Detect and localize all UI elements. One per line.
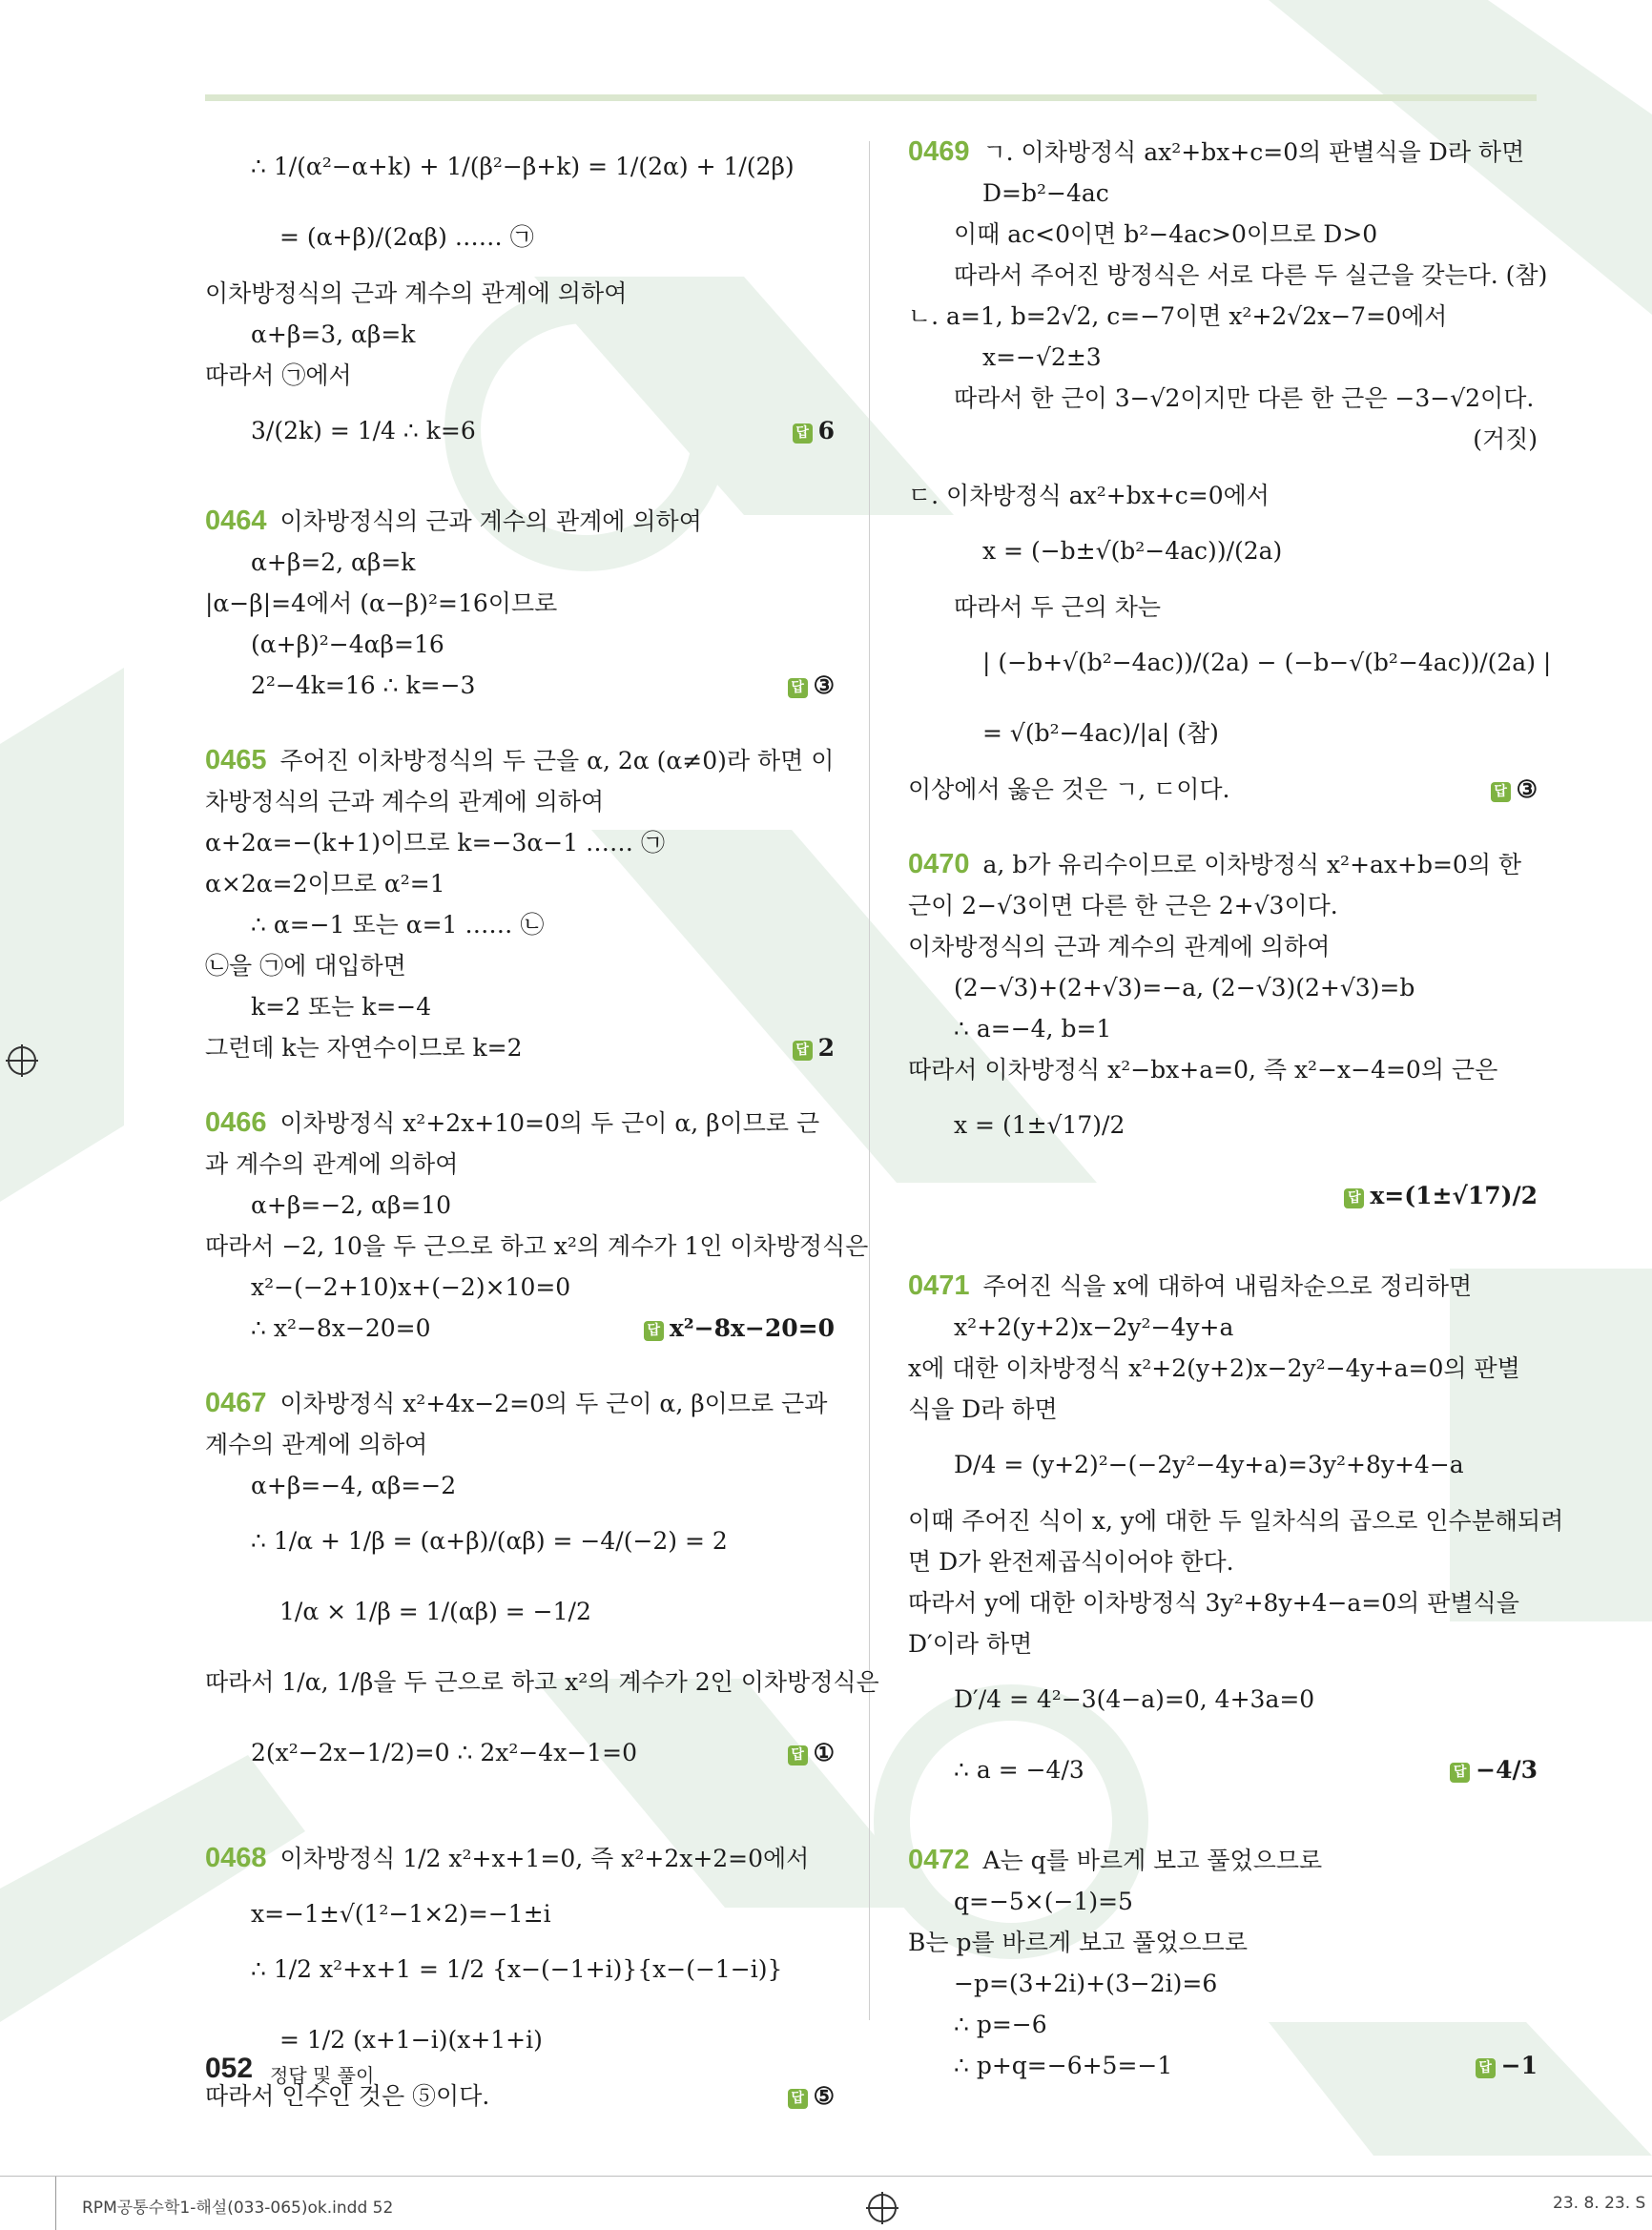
line-text: ∴ 1/α + 1/β = (α+β)/(αβ) = −4/(−2) = 2 — [251, 1527, 728, 1555]
line-text: α+2α=−(k+1)이므로 k=−3α−1 …… ㉠ — [205, 829, 665, 857]
problem-heading-line — [908, 1266, 1538, 1307]
problem-number: 0466 — [205, 1107, 267, 1138]
problem-number: 0469 — [908, 136, 970, 167]
line-text: ㉡을 ㉠에 대입하면 — [205, 952, 406, 980]
line-text: 2(x²−2x−1/2)=0 ∴ 2x²−4x−1=0 — [251, 1739, 638, 1766]
solution-line — [908, 2045, 1538, 2086]
solution-line — [205, 1893, 835, 1934]
line-text: 따라서 −2, 10을 두 근으로 하고 x²의 계수가 1인 이차방정식은 — [205, 1232, 869, 1260]
line-text: 따라서 두 근의 차는 — [954, 593, 1162, 621]
solution-line — [908, 926, 1538, 967]
spacer — [908, 1806, 1538, 1840]
line-text: x=−√2±3 — [982, 343, 1102, 371]
answer-badge-icon: 답 — [1344, 1188, 1364, 1208]
line-text: 따라서 1/α, 1/β을 두 근으로 하고 x²의 계수가 2인 이차방정식은 — [205, 1668, 879, 1696]
solution-line — [908, 419, 1538, 460]
spacer — [908, 810, 1538, 844]
answer-badge-icon: 답 — [788, 1745, 808, 1765]
line-text: 이차방정식 x²+2x+10=0의 두 근이 α, β이므로 근 — [279, 1109, 820, 1137]
solution-line — [205, 542, 835, 583]
solution-line — [205, 1647, 879, 1718]
line-text: x = (−b±√(b²−4ac))/(2a) — [982, 537, 1283, 565]
left-column — [205, 132, 879, 2116]
solution-line — [205, 822, 835, 863]
line-text: A는 q를 바르게 보고 풀었으므로 — [982, 1847, 1323, 1874]
spacer — [205, 706, 835, 740]
solution-line — [205, 1718, 835, 1788]
answer-badge-icon: 답 — [788, 678, 808, 698]
spacer — [205, 1349, 835, 1383]
line-text: 이상에서 옳은 것은 ㄱ, ㄷ이다. — [908, 775, 1230, 803]
solution-line — [908, 337, 1538, 378]
solution-line — [908, 173, 1538, 214]
solution-line — [908, 1430, 1538, 1500]
line-text: 따라서 y에 대한 이차방정식 3y²+8y+4−a=0의 판별식을 — [908, 1589, 1519, 1617]
problem-number: 0471 — [908, 1270, 970, 1301]
line-text: = √(b²−4ac)/|a| (참) — [982, 719, 1219, 747]
solution-line — [205, 132, 835, 202]
solution-line — [205, 396, 835, 466]
solution-line — [205, 1577, 835, 1647]
solution-line — [908, 378, 1538, 419]
problem-heading-line — [205, 1103, 835, 1144]
line-text: x²+2(y+2)x−2y²−4y+a — [954, 1313, 1234, 1341]
problem-number: 0470 — [908, 849, 970, 879]
solution-line — [908, 214, 1538, 255]
solution-line — [205, 1308, 835, 1349]
line-text: 따라서 인수인 것은 ⑤이다. — [205, 2082, 490, 2110]
line-text: 주어진 식을 x에 대하여 내림차순으로 정리하면 — [982, 1272, 1473, 1300]
line-text: | (−b+√(b²−4ac))/(2a) − (−b−√(b²−4ac))/(2a) | — [982, 649, 1552, 676]
solution-line — [908, 1008, 1538, 1049]
bottom-rule — [0, 2176, 1652, 2177]
solution-line — [908, 516, 1538, 587]
registration-mark-bottom — [868, 2194, 897, 2222]
registration-mark-left — [8, 1046, 36, 1075]
line-text: 1/α × 1/β = 1/(αβ) = −1/2 — [279, 1598, 591, 1625]
line-text: 이때 ac<0이면 b²−4ac>0이므로 D>0 — [954, 220, 1378, 248]
solution-line — [908, 296, 1538, 337]
crop-mark — [55, 2176, 56, 2230]
spacer — [908, 460, 1538, 475]
solution-line — [908, 769, 1538, 810]
solution-line — [205, 1027, 835, 1068]
line-text: α+β=−4, αβ=−2 — [251, 1472, 457, 1499]
line-text: 과 계수의 관계에 의하여 — [205, 1150, 459, 1178]
answer-value: 6 — [817, 417, 835, 444]
line-text: 따라서 ㉠에서 — [205, 361, 352, 389]
solution-line — [205, 314, 835, 355]
answer-value: −4/3 — [1476, 1756, 1538, 1784]
line-text: 3/(2k) = 1/4 ∴ k=6 — [251, 417, 476, 444]
line-text: = (α+β)/(2αβ) …… ㉠ — [279, 223, 534, 251]
file-info: RPM공통수학1-해설(033-065)ok.indd 52 — [82, 2199, 394, 2218]
solution-line — [205, 904, 835, 945]
line-text: D=b²−4ac — [982, 179, 1109, 207]
answer-value: −1 — [1500, 2052, 1538, 2079]
column-divider — [869, 141, 870, 2020]
answer-tag — [1491, 769, 1538, 810]
line-text: 식을 D라 하면 — [908, 1395, 1058, 1423]
solution-line — [908, 1090, 1538, 1161]
solution-line — [908, 587, 1538, 628]
solution-line — [908, 2004, 1538, 2045]
line-text: x에 대한 이차방정식 x²+2(y+2)x−2y²−4y+a=0의 판별 — [908, 1354, 1520, 1382]
solution-line — [205, 1424, 835, 1465]
solution-line — [205, 945, 835, 986]
line-text: q=−5×(−1)=5 — [954, 1888, 1133, 1915]
answer-value: ① — [813, 1739, 835, 1766]
spacer — [908, 1231, 1538, 1266]
answer-badge-icon: 답 — [788, 2089, 808, 2109]
line-text: |α−β|=4에서 (α−β)²=16이므로 — [205, 589, 558, 617]
solution-line — [908, 1500, 1564, 1541]
answer-badge-icon: 답 — [1476, 2058, 1496, 2078]
line-text: D′/4 = 4²−3(4−a)=0, 4+3a=0 — [954, 1685, 1315, 1713]
answer-tag — [793, 1027, 835, 1068]
line-text: 차방정식의 근과 계수의 관계에 의하여 — [205, 788, 605, 816]
problem-number: 0468 — [205, 1843, 267, 1873]
line-text: −p=(3+2i)+(3−2i)=6 — [954, 1970, 1218, 1997]
solution-line — [205, 1226, 869, 1267]
line-text: = 1/2 (x+1−i)(x+1+i) — [279, 2026, 543, 2054]
line-text: (거짓) — [1473, 425, 1538, 453]
top-rule — [205, 94, 1537, 101]
line-text: 이차방정식의 근과 계수의 관계에 의하여 — [908, 933, 1331, 960]
line-text: ∴ p+q=−6+5=−1 — [954, 2052, 1173, 2079]
answer-tag — [644, 1308, 835, 1349]
answer-tag — [788, 1718, 835, 1788]
solution-line — [205, 273, 835, 314]
line-text: ∴ a=−4, b=1 — [954, 1015, 1112, 1043]
solution-line — [908, 475, 1538, 516]
solution-line — [908, 1664, 1538, 1735]
solution-line — [908, 1582, 1538, 1623]
date-info: 23. 8. 23. S — [1553, 2194, 1646, 2213]
solution-line — [908, 1389, 1538, 1430]
line-text: ∴ x²−8x−20=0 — [251, 1314, 431, 1342]
solution-line — [908, 1161, 1538, 1231]
solution-line — [205, 1465, 835, 1506]
answer-tag — [1476, 2045, 1538, 2086]
right-column — [908, 132, 1564, 2086]
solution-line — [205, 1185, 835, 1226]
solution-line — [205, 986, 835, 1027]
solution-line — [205, 665, 835, 706]
solution-line — [908, 255, 1548, 296]
solution-line — [205, 1144, 835, 1185]
solution-line — [908, 1348, 1538, 1389]
spacer — [205, 1068, 835, 1103]
problem-number: 0464 — [205, 506, 267, 536]
answer-tag — [1450, 1735, 1538, 1806]
problem-number: 0472 — [908, 1845, 970, 1875]
line-text: 면 D가 완전제곱식이어야 한다. — [908, 1548, 1234, 1576]
solution-line — [205, 863, 835, 904]
line-text: α+β=−2, αβ=10 — [251, 1191, 452, 1219]
solution-line — [908, 698, 1538, 769]
answer-tag — [788, 2075, 835, 2116]
solution-line — [908, 1623, 1538, 1664]
line-text: ∴ α=−1 또는 α=1 …… ㉡ — [251, 911, 545, 939]
solution-line — [908, 1922, 1538, 1963]
line-text: 따라서 이차방정식 x²−bx+a=0, 즉 x²−x−4=0의 근은 — [908, 1056, 1498, 1084]
line-text: B는 p를 바르게 보고 풀었으므로 — [908, 1929, 1248, 1956]
answer-value: ⑤ — [813, 2082, 835, 2110]
line-text: 따라서 한 근이 3−√2이지만 다른 한 근은 −3−√2이다. — [954, 384, 1535, 412]
solution-line — [205, 583, 835, 624]
answer-tag — [1344, 1161, 1538, 1231]
solution-line — [205, 1506, 835, 1577]
line-text: ㄴ. a=1, b=2√2, c=−7이면 x²+2√2x−7=0에서 — [908, 302, 1448, 330]
solution-line — [205, 1267, 835, 1308]
solution-line — [205, 355, 835, 396]
line-text: D′이라 하면 — [908, 1630, 1033, 1658]
line-text: 2²−4k=16 ∴ k=−3 — [251, 671, 476, 699]
answer-tag — [788, 665, 835, 706]
line-text: ∴ a = −4/3 — [954, 1756, 1084, 1784]
solution-line — [908, 1881, 1538, 1922]
solution-line — [205, 781, 835, 822]
solution-line — [908, 1307, 1538, 1348]
problem-heading-line — [205, 1823, 835, 1893]
line-text: ∴ p=−6 — [954, 2011, 1047, 2038]
line-text: D/4 = (y+2)²−(−2y²−4y+a)=3y²+8y+4−a — [954, 1451, 1464, 1478]
line-text: 이차방정식의 근과 계수의 관계에 의하여 — [279, 507, 702, 535]
line-text: a, b가 유리수이므로 이차방정식 x²+ax+b=0의 한 — [982, 851, 1522, 878]
line-text: 따라서 주어진 방정식은 서로 다른 두 실근을 갖는다. (참) — [954, 261, 1548, 289]
spacer — [205, 1788, 835, 1823]
answer-badge-icon: 답 — [644, 1321, 664, 1341]
line-text: 이차방정식 x²+4x−2=0의 두 근이 α, β이므로 근과 — [279, 1390, 828, 1417]
line-text: α+β=3, αβ=k — [251, 320, 416, 348]
line-text: 근이 2−√3이면 다른 한 근은 2+√3이다. — [908, 892, 1338, 919]
solution-line — [908, 1963, 1538, 2004]
answer-badge-icon: 답 — [793, 423, 813, 444]
line-text: ㄱ. 이차방정식 ax²+bx+c=0의 판별식을 D라 하면 — [982, 138, 1525, 166]
problem-heading-line — [205, 1383, 835, 1424]
problem-heading-line — [908, 1840, 1538, 1881]
page-number: 052 — [205, 2053, 254, 2084]
solution-line — [205, 1934, 835, 2005]
solution-line — [908, 1049, 1538, 1090]
line-text: α×2α=2이므로 α²=1 — [205, 870, 445, 898]
answer-value: x=(1±√17)/2 — [1370, 1182, 1538, 1209]
solution-line — [908, 628, 1552, 698]
line-text: x = (1±√17)/2 — [954, 1111, 1125, 1139]
solution-line — [205, 624, 835, 665]
solution-line — [908, 967, 1538, 1008]
line-text: ㄷ. 이차방정식 ax²+bx+c=0에서 — [908, 482, 1270, 509]
solution-line — [205, 202, 835, 273]
line-text: x²−(−2+10)x+(−2)×10=0 — [251, 1273, 571, 1301]
answer-badge-icon: 답 — [1491, 782, 1511, 802]
answer-value: ③ — [1516, 775, 1538, 803]
line-text: (2−√3)+(2+√3)=−a, (2−√3)(2+√3)=b — [954, 974, 1415, 1001]
answer-value: 2 — [817, 1034, 835, 1062]
solution-line — [908, 885, 1538, 926]
answer-value: x²−8x−20=0 — [669, 1314, 835, 1342]
line-text: 이차방정식 1/2 x²+x+1=0, 즉 x²+2x+2=0에서 — [279, 1845, 810, 1872]
line-text: ∴ 1/2 x²+x+1 = 1/2 {x−(−1+i)}{x−(−1−i)} — [251, 1955, 783, 1983]
answer-value: ③ — [813, 671, 835, 699]
line-text: 계수의 관계에 의하여 — [205, 1431, 428, 1458]
problem-heading-line — [205, 501, 835, 542]
line-text: 이차방정식의 근과 계수의 관계에 의하여 — [205, 279, 628, 307]
solution-line — [908, 1735, 1538, 1806]
line-text: α+β=2, αβ=k — [251, 548, 416, 576]
spacer — [205, 466, 835, 501]
solution-line — [908, 1541, 1538, 1582]
line-text: (α+β)²−4αβ=16 — [251, 630, 444, 658]
problem-heading-line — [908, 844, 1538, 885]
answer-badge-icon: 답 — [793, 1041, 813, 1061]
line-text: 이때 주어진 식이 x, y에 대한 두 일차식의 곱으로 인수분해되려 — [908, 1507, 1564, 1535]
line-text: k=2 또는 k=−4 — [251, 993, 432, 1021]
problem-heading-line — [205, 740, 835, 781]
problem-number: 0467 — [205, 1388, 267, 1418]
answer-badge-icon: 답 — [1450, 1763, 1470, 1783]
line-text: 그런데 k는 자연수이므로 k=2 — [205, 1034, 523, 1062]
problem-number: 0465 — [205, 745, 267, 775]
line-text: x=−1±√(1²−1×2)=−1±i — [251, 1900, 551, 1928]
answer-tag — [793, 396, 835, 466]
section-label: 정답 및 풀이 — [270, 2064, 375, 2087]
line-text: 주어진 이차방정식의 두 근을 α, 2α (α≠0)라 하면 이 — [279, 747, 835, 774]
problem-heading-line — [908, 132, 1538, 173]
line-text: ∴ 1/(α²−α+k) + 1/(β²−β+k) = 1/(2α) + 1/(2β) — [251, 153, 795, 180]
